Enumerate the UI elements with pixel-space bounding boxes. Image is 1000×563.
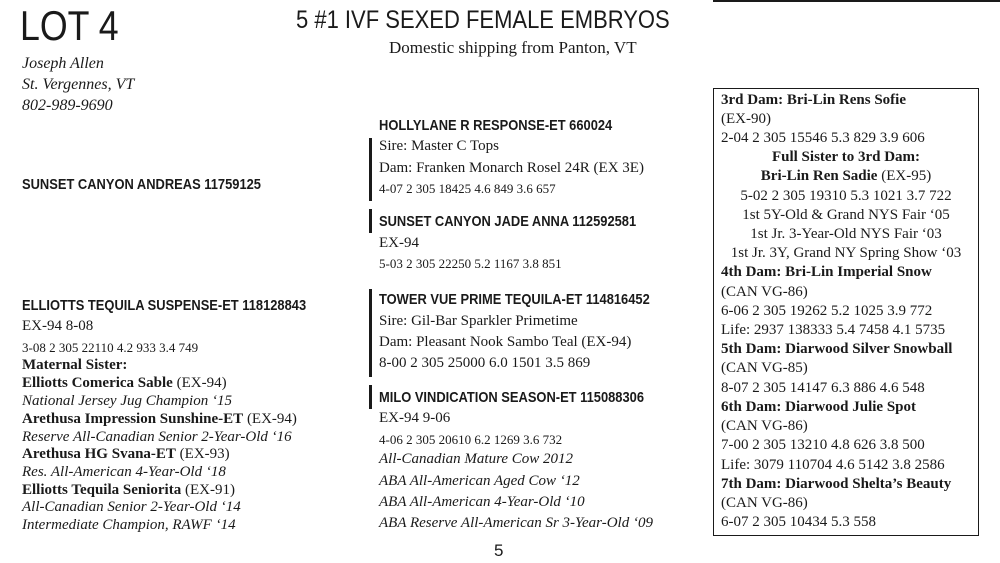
sister-name: Elliotts Tequila Seniorita: [22, 482, 182, 498]
full-sister-heading: Full Sister to 3rd Dam:: [771, 149, 921, 165]
consignor-name: Joseph Allen: [22, 55, 104, 72]
sister-score: (EX-94): [172, 375, 227, 391]
sister-score: (EX-91): [181, 482, 235, 498]
fifth-dam-score: (CAN VG-85): [721, 360, 808, 376]
consignor-phone: 802-989-9690: [22, 97, 113, 114]
lot-number: LOT 4: [20, 2, 119, 49]
sister-name: Arethusa Impression Sunshine-ET: [22, 411, 244, 427]
full-sister-name: Bri-Lin Ren Sadie: [760, 168, 878, 184]
lot-title: 5 #1 IVF SEXED FEMALE EMBRYOS: [296, 6, 670, 34]
dams-dam-award: All-Canadian Mature Cow 2012: [379, 451, 574, 467]
dams-sire-name: TOWER VUE PRIME TEQUILA-ET 114816452: [379, 291, 650, 308]
dams-dam-record: 4-06 2 305 20610 6.2 1269 3.6 732: [379, 432, 563, 447]
seventh-dam-score: (CAN VG-86): [721, 495, 808, 511]
sires-sire-name: HOLLYLANE R RESPONSE-ET 660024: [379, 117, 613, 134]
dams-dam-award: ABA All-American Aged Cow ‘12: [379, 473, 580, 489]
fourth-dam-label: 4th Dam: Bri-Lin Imperial Snow: [721, 264, 932, 280]
sister-entry: [22, 482, 235, 499]
fifth-dam-record: 8-07 2 305 14147 6.3 886 4.6 548: [721, 380, 925, 396]
fifth-dam-label: 5th Dam: Diarwood Silver Snowball: [721, 341, 953, 357]
sister-entry: [22, 375, 227, 392]
sister-score: (EX-94): [243, 411, 297, 427]
sixth-dam-life: Life: 3079 110704 4.6 5142 3.8 2586: [721, 457, 945, 473]
seventh-dam-record: 6-07 2 305 10434 5.3 558: [721, 514, 876, 530]
maternal-sister-heading: Maternal Sister:: [22, 357, 128, 373]
sixth-dam-label: 6th Dam: Diarwood Julie Spot: [721, 399, 917, 415]
sires-dam-name: SUNSET CANYON JADE ANNA 112592581: [379, 213, 637, 230]
fourth-dam-score: (CAN VG-86): [721, 284, 808, 300]
sister-award: Res. All-American 4-Year-Old ‘18: [22, 464, 226, 480]
sister-score: (EX-93): [175, 446, 230, 462]
full-sister-record: 5-02 2 305 19310 5.3 1021 3.7 722: [740, 188, 952, 204]
full-sister-entry: [713, 168, 979, 185]
page-number: 5: [494, 541, 504, 560]
full-sister-score: (EX-95): [877, 168, 932, 184]
full-sister-award: 1st Jr. 3Y, Grand NY Spring Show ‘03: [730, 245, 962, 261]
dam-record: 3-08 2 305 22110 4.2 933 3.4 749: [22, 340, 199, 355]
sister-entry: [22, 446, 230, 463]
dams-sire-dam-record: 8-00 2 305 25000 6.0 1501 3.5 869: [379, 355, 591, 371]
sister-award: Reserve All-Canadian Senior 2-Year-Old ‘16: [22, 429, 292, 445]
dams-dam-award: ABA All-American 4-Year-Old ‘10: [379, 494, 585, 510]
dams-dam-award: ABA Reserve All-American Sr 3-Year-Old ‘09: [379, 515, 653, 531]
dams-sire-dam: Dam: Pleasant Nook Sambo Teal (EX-94): [379, 334, 632, 350]
sister-name: Elliotts Comerica Sable: [22, 375, 173, 391]
full-sister-award: 1st 5Y-Old & Grand NYS Fair ‘05: [742, 207, 950, 223]
pedigree-bracket: [369, 209, 372, 233]
seventh-dam-label: 7th Dam: Diarwood Shelta’s Beauty: [721, 476, 952, 492]
pedigree-bracket: [369, 385, 372, 409]
third-dam-label: 3rd Dam: Bri-Lin Rens Sofie: [721, 92, 906, 108]
shipping-note: Domestic shipping from Panton, VT: [389, 38, 637, 57]
top-rule: [713, 0, 1000, 2]
pedigree-bracket: [369, 138, 372, 201]
sixth-dam-record: 7-00 2 305 13210 4.8 626 3.8 500: [721, 437, 925, 453]
fourth-dam-life: Life: 2937 138333 5.4 7458 4.1 5735: [721, 322, 946, 338]
third-dam-score: (EX-90): [721, 111, 771, 127]
consignor-location: St. Vergennes, VT: [22, 76, 135, 93]
sister-award: Intermediate Champion, RAWF ‘14: [22, 517, 236, 533]
sires-sire-sire: Sire: Master C Tops: [379, 138, 499, 154]
dam-name: ELLIOTTS TEQUILA SUSPENSE-ET 118128843: [22, 297, 307, 314]
sister-award: National Jersey Jug Champion ‘15: [22, 393, 232, 409]
sister-entry: [22, 411, 297, 428]
sister-name: Arethusa HG Svana-ET: [22, 446, 176, 462]
full-sister-award: 1st Jr. 3-Year-Old NYS Fair ‘03: [750, 226, 942, 242]
dams-sire-sire: Sire: Gil-Bar Sparkler Primetime: [379, 313, 578, 329]
sire-name: SUNSET CANYON ANDREAS 11759125: [22, 176, 261, 193]
sixth-dam-score: (CAN VG-86): [721, 418, 808, 434]
dam-score: EX-94 8-08: [22, 318, 94, 334]
fourth-dam-record: 6-06 2 305 19262 5.2 1025 3.9 772: [721, 303, 933, 319]
sires-dam-score: EX-94: [379, 235, 419, 251]
sister-award: All-Canadian Senior 2-Year-Old ‘14: [22, 499, 241, 515]
pedigree-bracket: [369, 289, 372, 377]
dams-dam-score: EX-94 9-06: [379, 410, 451, 426]
dams-dam-name: MILO VINDICATION SEASON-ET 115088306: [379, 389, 645, 406]
sires-sire-dam: Dam: Franken Monarch Rosel 24R (EX 3E): [379, 160, 644, 176]
third-dam-record: 2-04 2 305 15546 5.3 829 3.9 606: [721, 130, 925, 146]
sires-sire-dam-record: 4-07 2 305 18425 4.6 849 3.6 657: [379, 181, 556, 196]
sires-dam-record: 5-03 2 305 22250 5.2 1167 3.8 851: [379, 256, 562, 271]
